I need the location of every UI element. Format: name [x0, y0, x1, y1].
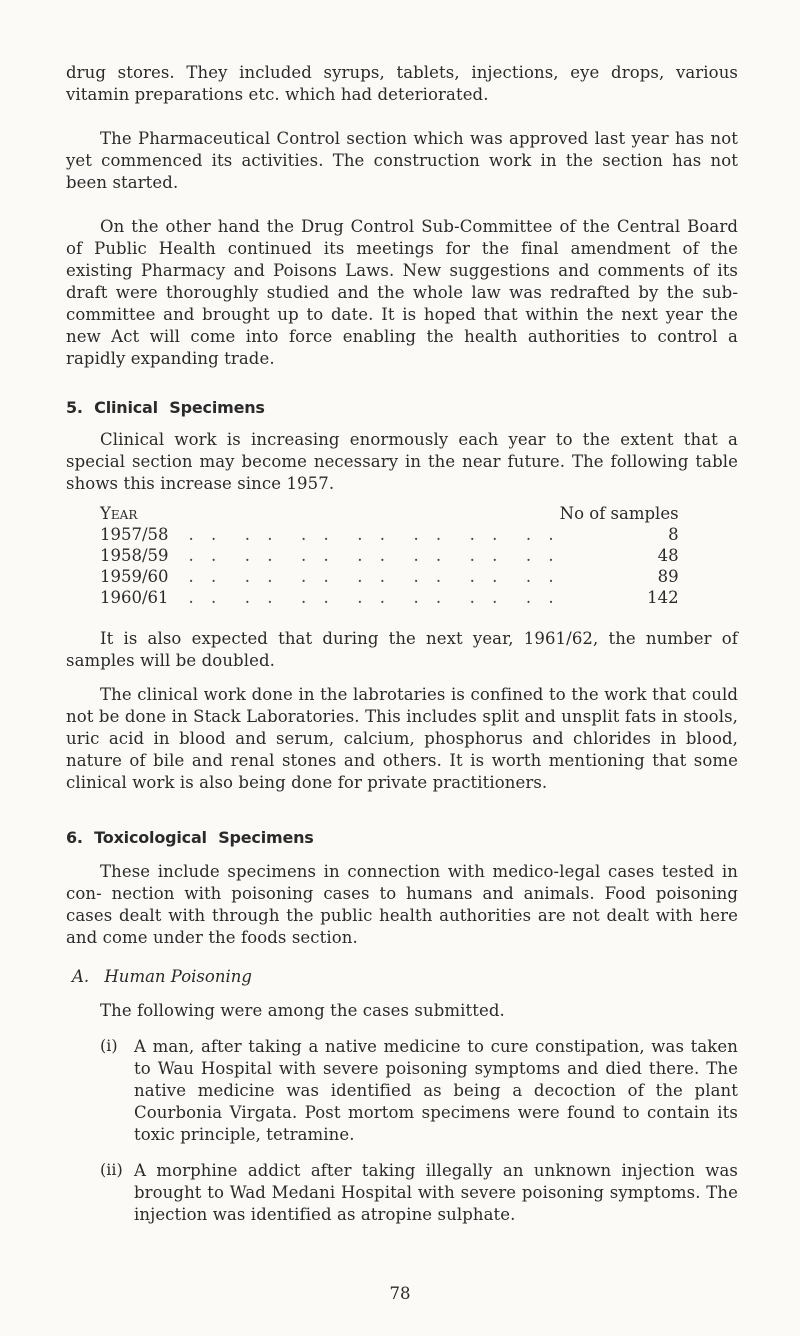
column-header-samples: No of samples: [559, 504, 679, 523]
list-item-number: (i): [100, 1036, 118, 1055]
table-row: 1957/58 . . . . . . . . . . . . . . 8: [100, 525, 679, 544]
list-item-text: A morphine addict after taking illegally an unknown injection was brought to Wad Medani Hospital with severe poisoning symptoms. The injection was identified as atropine sulphate.: [134, 1161, 738, 1224]
column-header-year: Year: [100, 504, 138, 523]
paragraph-pharmaceutical-control: The Pharmaceutical Control section which was approved last year has not yet commenced its activities. The construction work in the section has not been started.: [66, 129, 738, 192]
list-item-text: A man, after taking a native medicine to cure constipation, was taken to Wau Hospital with severe poisoning symptoms and died there. The native medicine was identified as being a decoction of the plant Courbonia Virgata. Post mortom specimens were found to contain its toxic principle, tetramine.: [134, 1037, 738, 1144]
subheading-title: Human Poisoning: [104, 967, 252, 986]
table-cell-year: 1957/58: [100, 525, 169, 544]
paragraph-clinical-intro: Clinical work is increasing enormously each year to the extent that a special section may become necessary in the near future. The following table shows this increase since 1957.: [66, 430, 738, 493]
paragraph-toxicological-intro: These include specimens in connection with medico-legal cases tested in con- nection with poisoning cases to humans and animals. Food poisoning cases dealt with through the public health authorities are not dealt with here and come under the foods section.: [66, 862, 738, 947]
paragraph-drug-control-subcommittee: On the other hand the Drug Control Sub-Committee of the Central Board of Public Health continued its meetings for the final amendment of the existing Pharmacy and Poisons Laws. New suggestions and comments of its draft were thoroughly studied and the whole law was redrafted by the sub-committee and brought up to date. It is hoped that within the next year the new Act will come into force enabling the health authorities to control a rapidly expanding trade.: [66, 217, 738, 368]
samples-table: [100, 503, 679, 608]
table-cell-samples: 48: [657, 546, 679, 565]
table-cell-year: 1959/60: [100, 567, 169, 586]
table-row: 1958/59 . . . . . . . . . . . . . . 48: [100, 546, 679, 565]
paragraph-clinical-work: The clinical work done in the labrotaries is confined to the work that could not be done in Stack Laboratories. This includes split and unsplit fats in stools, uric acid in blood and serum, calcium, phosphorus and chlorides in blood, nature of bile and renal stones and others. It is worth mentioning that some clinical work is also being done for private practitioners.: [66, 685, 738, 792]
table-header-row: [100, 503, 679, 524]
list-item-number: (ii): [100, 1160, 123, 1179]
document-page: [66, 62, 738, 1226]
list-item: [100, 1036, 738, 1146]
paragraph-samples-doubled: It is also expected that during the next year, 1961/62, the number of samples will be doubled.: [66, 629, 738, 670]
paragraph-following-cases: The following were among the cases submitted.: [100, 1001, 505, 1020]
paragraph-drug-stores: drug stores. They included syrups, tablets, injections, eye drops, various vitamin preparations etc. which had deteriorated.: [66, 63, 738, 104]
list-item: [100, 1160, 738, 1226]
table-cell-year: 1958/59: [100, 546, 169, 565]
section-heading-toxicological-specimens: 6. Toxicological Specimens: [66, 828, 314, 847]
section-heading-clinical-specimens: 5. Clinical Specimens: [66, 398, 265, 417]
table-cell-samples: 89: [657, 567, 679, 586]
page-number: 78: [389, 1284, 411, 1303]
table-row: 1959/60 . . . . . . . . . . . . . . 89: [100, 567, 679, 586]
table-cell-year: 1960/61: [100, 588, 169, 607]
subheading-letter: A.: [72, 967, 90, 986]
subheading-human-poisoning: [66, 967, 738, 986]
table-cell-samples: 142: [647, 588, 679, 607]
table-row: 1960/61 . . . . . . . . . . . . . . 142: [100, 588, 679, 607]
table-cell-samples: 8: [668, 525, 679, 544]
